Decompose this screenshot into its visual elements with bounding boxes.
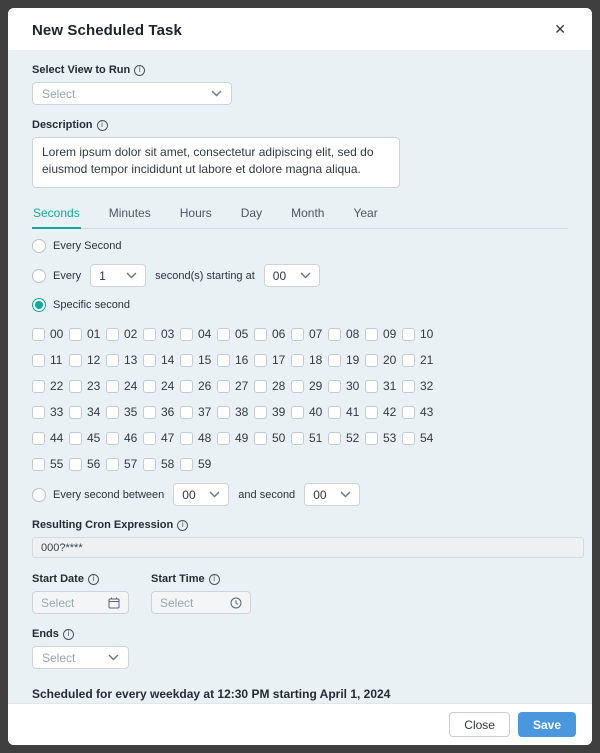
checkbox[interactable] xyxy=(365,380,378,393)
radio-between-seconds[interactable] xyxy=(32,488,46,502)
clock-icon xyxy=(230,597,242,609)
checkbox[interactable] xyxy=(291,328,304,341)
checkbox-label: 28 xyxy=(272,379,286,393)
tab-day[interactable]: Day xyxy=(240,206,263,220)
checkbox[interactable] xyxy=(143,380,156,393)
second-checkbox-cell[interactable] xyxy=(365,373,402,399)
checkbox[interactable] xyxy=(69,406,82,419)
cron-expression-label: Resulting Cron Expression i xyxy=(32,519,568,531)
tab-year[interactable]: Year xyxy=(353,206,378,220)
second-checkbox-cell[interactable] xyxy=(402,373,439,399)
second-checkbox-cell[interactable] xyxy=(402,425,439,451)
second-checkbox-cell[interactable] xyxy=(180,425,217,451)
checkbox[interactable] xyxy=(254,354,267,367)
checkbox[interactable] xyxy=(365,328,378,341)
radio-every-second[interactable] xyxy=(32,239,46,253)
modal-header xyxy=(8,8,592,50)
start-time-label: Start Time i xyxy=(151,573,251,585)
checkbox-label: 34 xyxy=(87,405,101,419)
checkbox-label: 32 xyxy=(420,379,434,393)
checkbox[interactable] xyxy=(180,380,193,393)
start-date-label: Start Date i xyxy=(32,573,129,585)
checkbox-label: 05 xyxy=(235,327,249,341)
select-view-placeholder: Select xyxy=(42,86,76,101)
second-checkbox-cell[interactable] xyxy=(365,347,402,373)
option-specific-second[interactable]: Specific second xyxy=(32,298,568,312)
second-checkbox-cell[interactable] xyxy=(69,451,106,477)
checkbox-label: 58 xyxy=(161,457,175,471)
starting-at-dropdown[interactable]: 00 xyxy=(264,264,320,287)
checkbox[interactable] xyxy=(402,354,415,367)
checkbox-label: 36 xyxy=(161,405,175,419)
checkbox-label: 04 xyxy=(198,327,212,341)
checkbox[interactable] xyxy=(32,354,45,367)
checkbox-label: 13 xyxy=(124,353,138,367)
chevron-down-icon xyxy=(209,491,220,498)
second-checkbox-cell[interactable] xyxy=(143,425,180,451)
checkbox-label: 45 xyxy=(87,431,101,445)
close-button[interactable]: Close xyxy=(449,712,510,737)
between-from-dropdown[interactable]: 00 xyxy=(173,483,229,506)
checkbox[interactable] xyxy=(143,328,156,341)
checkbox[interactable] xyxy=(402,380,415,393)
info-icon: i xyxy=(63,629,74,640)
second-checkbox-cell[interactable] xyxy=(217,399,254,425)
checkbox[interactable] xyxy=(328,328,341,341)
second-checkbox-cell[interactable] xyxy=(402,321,439,347)
checkbox-label: 26 xyxy=(198,379,212,393)
checkbox-label: 18 xyxy=(309,353,323,367)
checkbox[interactable] xyxy=(106,458,119,471)
checkbox[interactable] xyxy=(365,432,378,445)
info-icon: i xyxy=(134,65,145,76)
checkbox[interactable] xyxy=(143,354,156,367)
checkbox[interactable] xyxy=(143,458,156,471)
second-checkbox-cell[interactable] xyxy=(106,347,143,373)
second-checkbox-cell[interactable] xyxy=(180,399,217,425)
second-checkbox-cell[interactable] xyxy=(143,399,180,425)
cron-expression-field: 000?**** xyxy=(32,537,584,558)
start-date-input[interactable]: Select xyxy=(32,591,129,614)
checkbox[interactable] xyxy=(32,328,45,341)
checkbox[interactable] xyxy=(69,432,82,445)
second-checkbox-cell[interactable] xyxy=(328,347,365,373)
second-checkbox-cell[interactable] xyxy=(217,321,254,347)
checkbox[interactable] xyxy=(328,432,341,445)
checkbox-label: 24 xyxy=(124,379,138,393)
second-checkbox-cell[interactable] xyxy=(365,321,402,347)
schedule-tabs xyxy=(32,203,568,229)
checkbox[interactable] xyxy=(106,432,119,445)
checkbox-label: 12 xyxy=(87,353,101,367)
radio-specific-second[interactable] xyxy=(32,298,46,312)
second-checkbox-cell[interactable] xyxy=(69,321,106,347)
second-checkbox-cell[interactable] xyxy=(180,373,217,399)
checkbox-label: 35 xyxy=(124,405,138,419)
close-icon[interactable]: ✕ xyxy=(550,21,570,39)
checkbox-label: 23 xyxy=(87,379,101,393)
checkbox[interactable] xyxy=(291,380,304,393)
between-to-dropdown[interactable]: 00 xyxy=(304,483,360,506)
second-checkbox-cell[interactable] xyxy=(180,347,217,373)
tab-seconds[interactable]: Seconds xyxy=(32,203,81,229)
checkbox[interactable] xyxy=(254,432,267,445)
description-label: Description i xyxy=(32,119,568,131)
checkbox[interactable] xyxy=(69,458,82,471)
second-checkbox-cell[interactable] xyxy=(32,451,69,477)
chevron-down-icon xyxy=(300,272,311,279)
checkbox-label: 22 xyxy=(50,379,64,393)
second-checkbox-cell[interactable] xyxy=(180,321,217,347)
second-checkbox-cell[interactable] xyxy=(291,425,328,451)
checkbox-label: 53 xyxy=(383,431,397,445)
second-checkbox-cell[interactable] xyxy=(402,347,439,373)
second-checkbox-cell[interactable] xyxy=(143,373,180,399)
checkbox[interactable] xyxy=(69,380,82,393)
info-icon: i xyxy=(209,574,220,585)
second-checkbox-cell[interactable] xyxy=(217,373,254,399)
second-checkbox-cell[interactable] xyxy=(254,373,291,399)
checkbox[interactable] xyxy=(254,406,267,419)
checkbox-label: 56 xyxy=(87,457,101,471)
second-checkbox-cell[interactable] xyxy=(106,373,143,399)
checkbox-label: 59 xyxy=(198,457,212,471)
info-icon: i xyxy=(88,574,99,585)
checkbox[interactable] xyxy=(365,406,378,419)
checkbox[interactable] xyxy=(402,406,415,419)
seconds-checkbox-grid xyxy=(32,321,452,477)
second-checkbox-cell[interactable] xyxy=(32,321,69,347)
select-view-dropdown[interactable] xyxy=(32,82,232,105)
checkbox[interactable] xyxy=(328,354,341,367)
option-every-second[interactable]: Every Second xyxy=(32,239,568,253)
checkbox-label: 21 xyxy=(420,353,434,367)
checkbox[interactable] xyxy=(180,432,193,445)
second-checkbox-cell[interactable] xyxy=(217,347,254,373)
modal-body xyxy=(8,50,592,703)
checkbox-label: 51 xyxy=(309,431,323,445)
info-icon: i xyxy=(177,520,188,531)
checkbox[interactable] xyxy=(32,380,45,393)
checkbox-label: 01 xyxy=(87,327,101,341)
save-button[interactable]: Save xyxy=(518,712,576,737)
checkbox[interactable] xyxy=(106,354,119,367)
second-checkbox-cell[interactable] xyxy=(32,399,69,425)
checkbox-label: 19 xyxy=(346,353,360,367)
second-checkbox-cell[interactable] xyxy=(143,451,180,477)
second-checkbox-cell[interactable] xyxy=(106,321,143,347)
modal-footer xyxy=(8,703,592,745)
checkbox-label: 50 xyxy=(272,431,286,445)
checkbox-label: 52 xyxy=(346,431,360,445)
every-n-value-dropdown[interactable]: 1 xyxy=(90,264,146,287)
second-checkbox-cell[interactable] xyxy=(291,373,328,399)
checkbox-label: 08 xyxy=(346,327,360,341)
checkbox[interactable] xyxy=(69,354,82,367)
checkbox[interactable] xyxy=(402,328,415,341)
checkbox-label: 49 xyxy=(235,431,249,445)
second-checkbox-cell[interactable] xyxy=(69,373,106,399)
checkbox[interactable] xyxy=(328,380,341,393)
checkbox-label: 55 xyxy=(50,457,64,471)
chevron-down-icon xyxy=(211,90,222,97)
checkbox[interactable] xyxy=(217,328,230,341)
checkbox[interactable] xyxy=(32,406,45,419)
checkbox-label: 16 xyxy=(235,353,249,367)
second-checkbox-cell[interactable] xyxy=(365,425,402,451)
tab-minutes[interactable]: Minutes xyxy=(108,206,151,220)
checkbox-label: 30 xyxy=(346,379,360,393)
second-checkbox-cell[interactable] xyxy=(254,347,291,373)
checkbox[interactable] xyxy=(106,406,119,419)
checkbox[interactable] xyxy=(180,328,193,341)
start-time-input[interactable]: Select xyxy=(151,591,251,614)
checkbox-label: 02 xyxy=(124,327,138,341)
second-checkbox-cell[interactable] xyxy=(217,425,254,451)
second-checkbox-cell[interactable] xyxy=(328,425,365,451)
checkbox-label: 39 xyxy=(272,405,286,419)
checkbox-label: 47 xyxy=(161,431,175,445)
checkbox-label: 11 xyxy=(50,353,63,367)
checkbox[interactable] xyxy=(217,380,230,393)
second-checkbox-cell[interactable] xyxy=(328,373,365,399)
checkbox-label: 07 xyxy=(309,327,323,341)
description-textarea[interactable]: Lorem ipsum dolor sit amet, consectetur adipiscing elit, sed do eiusmod tempor incididunt ut labore et dolore magna aliqua. xyxy=(32,137,400,188)
second-checkbox-cell[interactable] xyxy=(291,321,328,347)
checkbox-label: 09 xyxy=(383,327,397,341)
second-checkbox-cell[interactable] xyxy=(143,321,180,347)
checkbox[interactable] xyxy=(143,406,156,419)
checkbox-label: 24 xyxy=(161,379,175,393)
checkbox[interactable] xyxy=(180,458,193,471)
radio-every-n-seconds[interactable] xyxy=(32,269,46,283)
checkbox[interactable] xyxy=(328,406,341,419)
checkbox[interactable] xyxy=(217,354,230,367)
ends-label: Ends i xyxy=(32,628,568,640)
checkbox-label: 38 xyxy=(235,405,249,419)
second-checkbox-cell[interactable] xyxy=(291,399,328,425)
checkbox-label: 20 xyxy=(383,353,397,367)
chevron-down-icon xyxy=(340,491,351,498)
ends-dropdown[interactable]: Select xyxy=(32,646,129,669)
checkbox[interactable] xyxy=(217,406,230,419)
checkbox-label: 00 xyxy=(50,327,64,341)
modal-title: New Scheduled Task xyxy=(32,21,182,39)
info-icon: i xyxy=(97,120,108,131)
checkbox[interactable] xyxy=(69,328,82,341)
checkbox-label: 27 xyxy=(235,379,249,393)
option-between-seconds[interactable]: Every second between 00 and second 00 xyxy=(32,483,568,506)
chevron-down-icon xyxy=(108,654,119,661)
second-checkbox-cell[interactable] xyxy=(180,451,217,477)
checkbox-label: 42 xyxy=(383,405,397,419)
checkbox-label: 41 xyxy=(346,405,360,419)
checkbox-label: 40 xyxy=(309,405,323,419)
checkbox-label: 06 xyxy=(272,327,286,341)
checkbox-label: 31 xyxy=(383,379,397,393)
second-checkbox-cell[interactable] xyxy=(69,399,106,425)
checkbox-label: 44 xyxy=(50,431,64,445)
second-checkbox-cell[interactable] xyxy=(254,321,291,347)
second-checkbox-cell[interactable] xyxy=(328,321,365,347)
second-checkbox-cell[interactable] xyxy=(32,347,69,373)
checkbox-label: 37 xyxy=(198,405,212,419)
checkbox[interactable] xyxy=(143,432,156,445)
checkbox-label: 03 xyxy=(161,327,175,341)
schedule-summary: Scheduled for every weekday at 12:30 PM starting April 1, 2024 xyxy=(32,687,391,701)
checkbox[interactable] xyxy=(291,354,304,367)
second-checkbox-cell[interactable] xyxy=(106,425,143,451)
option-every-n-seconds[interactable]: Every 1 second(s) starting at 00 xyxy=(32,264,568,287)
select-view-label: Select View to Run i xyxy=(32,64,568,76)
calendar-icon xyxy=(108,597,120,609)
checkbox-label: 48 xyxy=(198,431,212,445)
checkbox[interactable] xyxy=(291,432,304,445)
checkbox-label: 54 xyxy=(420,431,434,445)
tab-hours[interactable]: Hours xyxy=(179,206,212,220)
checkbox-label: 33 xyxy=(50,405,64,419)
second-checkbox-cell[interactable] xyxy=(69,425,106,451)
second-checkbox-cell[interactable] xyxy=(291,347,328,373)
second-checkbox-cell[interactable] xyxy=(254,425,291,451)
checkbox-label: 10 xyxy=(420,327,434,341)
second-checkbox-cell[interactable] xyxy=(32,425,69,451)
checkbox[interactable] xyxy=(365,354,378,367)
second-checkbox-cell[interactable] xyxy=(254,399,291,425)
chevron-down-icon xyxy=(126,272,137,279)
checkbox[interactable] xyxy=(180,406,193,419)
checkbox[interactable] xyxy=(291,406,304,419)
checkbox-label: 43 xyxy=(420,405,434,419)
checkbox-label: 29 xyxy=(309,379,323,393)
second-checkbox-cell[interactable] xyxy=(365,399,402,425)
second-checkbox-cell[interactable] xyxy=(32,373,69,399)
second-checkbox-cell[interactable] xyxy=(106,451,143,477)
checkbox-label: 46 xyxy=(124,431,138,445)
checkbox[interactable] xyxy=(217,432,230,445)
checkbox[interactable] xyxy=(402,432,415,445)
checkbox[interactable] xyxy=(32,432,45,445)
checkbox[interactable] xyxy=(106,380,119,393)
checkbox[interactable] xyxy=(106,328,119,341)
second-checkbox-cell[interactable] xyxy=(69,347,106,373)
second-checkbox-cell[interactable] xyxy=(402,399,439,425)
checkbox-label: 15 xyxy=(198,353,212,367)
second-checkbox-cell[interactable] xyxy=(328,399,365,425)
checkbox-label: 17 xyxy=(272,353,286,367)
checkbox[interactable] xyxy=(254,380,267,393)
second-checkbox-cell[interactable] xyxy=(143,347,180,373)
checkbox[interactable] xyxy=(254,328,267,341)
tab-month[interactable]: Month xyxy=(291,206,325,220)
checkbox-label: 14 xyxy=(161,353,175,367)
checkbox[interactable] xyxy=(180,354,193,367)
checkbox[interactable] xyxy=(32,458,45,471)
checkbox-label: 57 xyxy=(124,457,138,471)
second-checkbox-cell[interactable] xyxy=(106,399,143,425)
new-scheduled-task-modal xyxy=(8,8,592,745)
